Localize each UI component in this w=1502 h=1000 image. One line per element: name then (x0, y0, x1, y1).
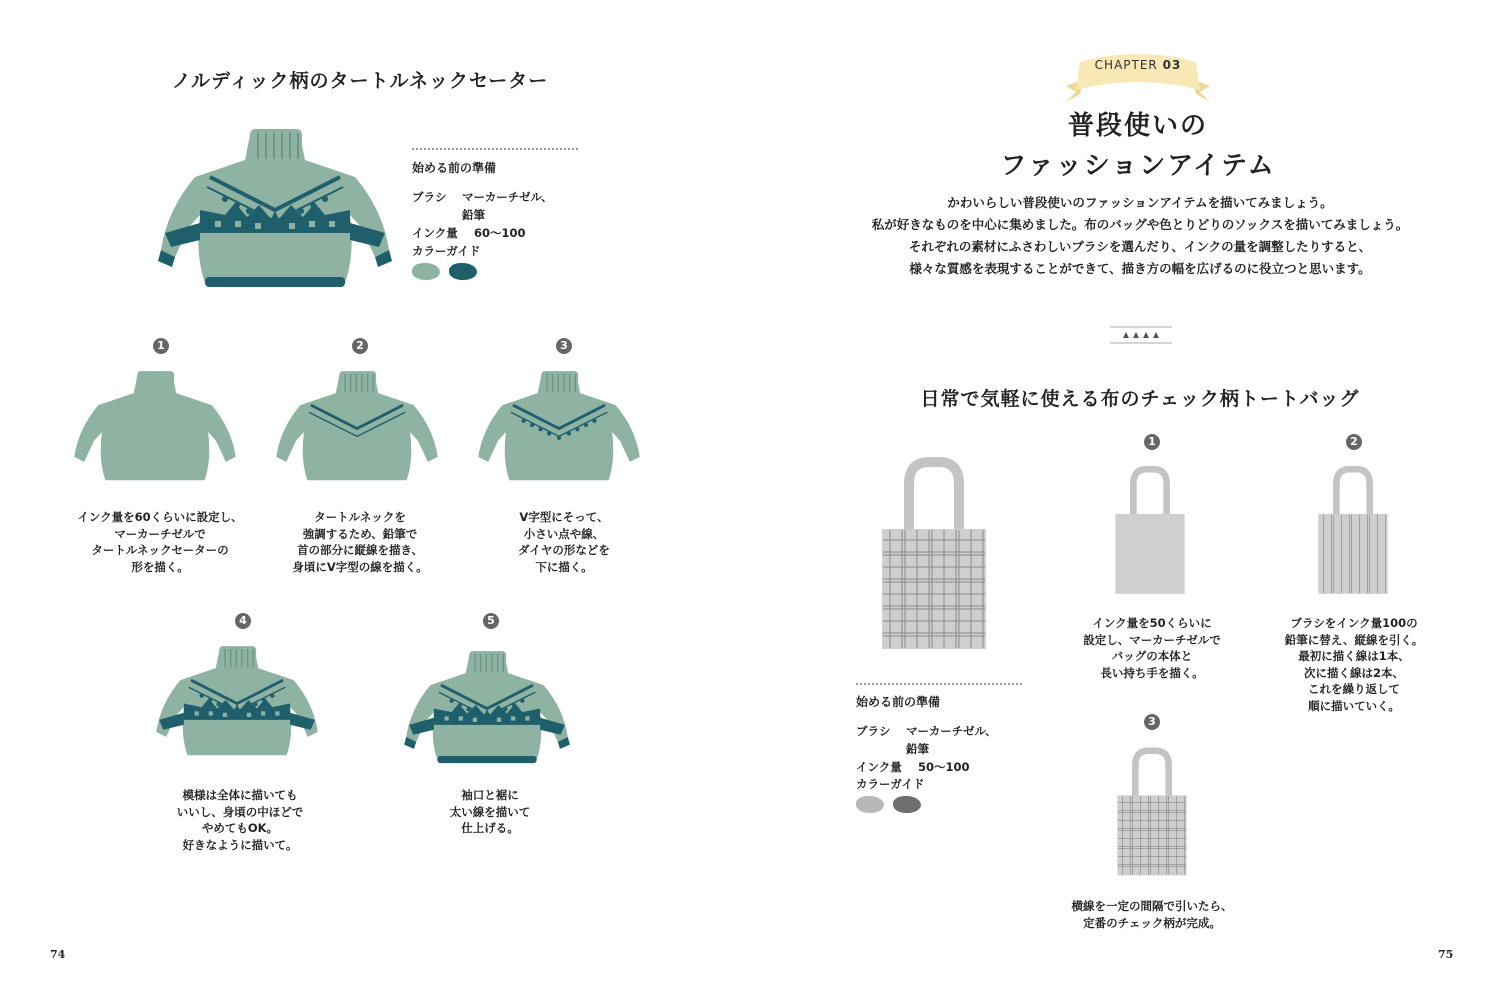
sweater-step-1 (70, 360, 240, 490)
color-swatch-light (856, 796, 884, 813)
ink-value: 60〜100 (474, 226, 526, 240)
step-number: 2 (1346, 434, 1362, 450)
step-number: 3 (556, 338, 572, 354)
sweater-step-4 (152, 635, 322, 765)
tote-bag-step-2 (1313, 458, 1393, 603)
step-caption: タートルネックを 強調するため、鉛筆で 首の部分に縦線を描き、 身頃にV字型の線を描く。 (292, 510, 428, 574)
prep-heading: 始める前の準備 (412, 161, 497, 175)
color-swatch-light (412, 263, 440, 280)
tote-bag-step-3 (1112, 738, 1192, 886)
brush-value: マーカーチゼル、 鉛筆 (462, 190, 553, 222)
prep-divider (412, 148, 578, 150)
page-number-right: 75 (1438, 948, 1454, 961)
step-caption: ブラシをインク量100の 鉛筆に替え、縦線を引く。 最初に描く線は1本、 次に描く線は2本、 これを繰り返して 順に描いていく。 (1284, 616, 1424, 713)
chapter-intro: かわいらしい普段使いのファッションアイテムを描いてみましょう。 私が好きなものを中心に集めました。布のバッグや色とりどりのソックスを描いてみましょう。 それぞれの素材にふさわしいブラシを選んだり、インクの量を調整したりすると、 様々な質感を表現することができて、描き方の幅を広げるのに役立つと思います。 (871, 195, 1409, 276)
color-swatch-dark (449, 263, 477, 280)
step-caption: インク量を60くらいに設定し、 マーカーチゼルで タートルネックセーターの 形を描く。 (77, 510, 243, 574)
step-number: 4 (235, 613, 251, 629)
step-caption: 横線を一定の間隔で引いたら、 定番のチェック柄が完成。 (1071, 899, 1233, 930)
color-swatch-dark (893, 796, 921, 813)
section-ornament (1110, 324, 1172, 346)
ink-label: インク量 (856, 760, 902, 774)
tote-bag-main (874, 444, 994, 664)
step-number: 1 (153, 338, 169, 354)
step-number: 1 (1144, 434, 1160, 450)
step-caption: 袖口と裾に 太い線を描いて 仕上げる。 (449, 788, 531, 835)
sweater-step-5 (402, 635, 572, 775)
prep-divider (856, 683, 1022, 685)
chapter-label (1062, 58, 1214, 72)
color-guide-label: カラーガイド (856, 777, 925, 791)
step-caption: 模様は全体に描いても いいし、身頃の中ほどで やめてもOK。 好きなように描いて。 (176, 788, 304, 852)
chapter-ribbon (1062, 46, 1214, 104)
sweater-step-2 (272, 360, 442, 490)
sweater-illustration-main (155, 110, 395, 300)
step-number: 2 (352, 338, 368, 354)
page-number-left: 74 (50, 948, 66, 961)
step-number: 3 (1144, 714, 1160, 730)
chapter-label-text: CHAPTER (1094, 58, 1158, 72)
prep-heading: 始める前の準備 (856, 695, 941, 709)
ink-label: インク量 (412, 226, 458, 240)
ink-value: 50〜100 (918, 760, 970, 774)
step-number: 5 (483, 613, 499, 629)
chapter-number: 03 (1162, 58, 1182, 72)
brush-value: マーカーチゼル、 鉛筆 (906, 724, 997, 756)
sweater-step-3 (474, 360, 644, 490)
brush-label: ブラシ (856, 724, 891, 738)
section-title: 日常で気軽に使える布のチェック柄トートバッグ (920, 388, 1360, 410)
tote-bag-step-1 (1110, 458, 1190, 603)
step-caption: V字型にそって、 小さい点や線、 ダイヤの形などを 下に描く。 (518, 510, 610, 574)
chapter-title: 普段使いの ファッションアイテム (1000, 111, 1276, 181)
step-caption: インク量を50くらいに 設定し、マーカーチゼルで バッグの本体と 長い持ち手を描く。 (1083, 616, 1221, 680)
color-guide-label: カラーガイド (412, 244, 481, 258)
left-page-title: ノルディック柄のタートルネックセーター (171, 70, 549, 92)
brush-label: ブラシ (412, 190, 447, 204)
